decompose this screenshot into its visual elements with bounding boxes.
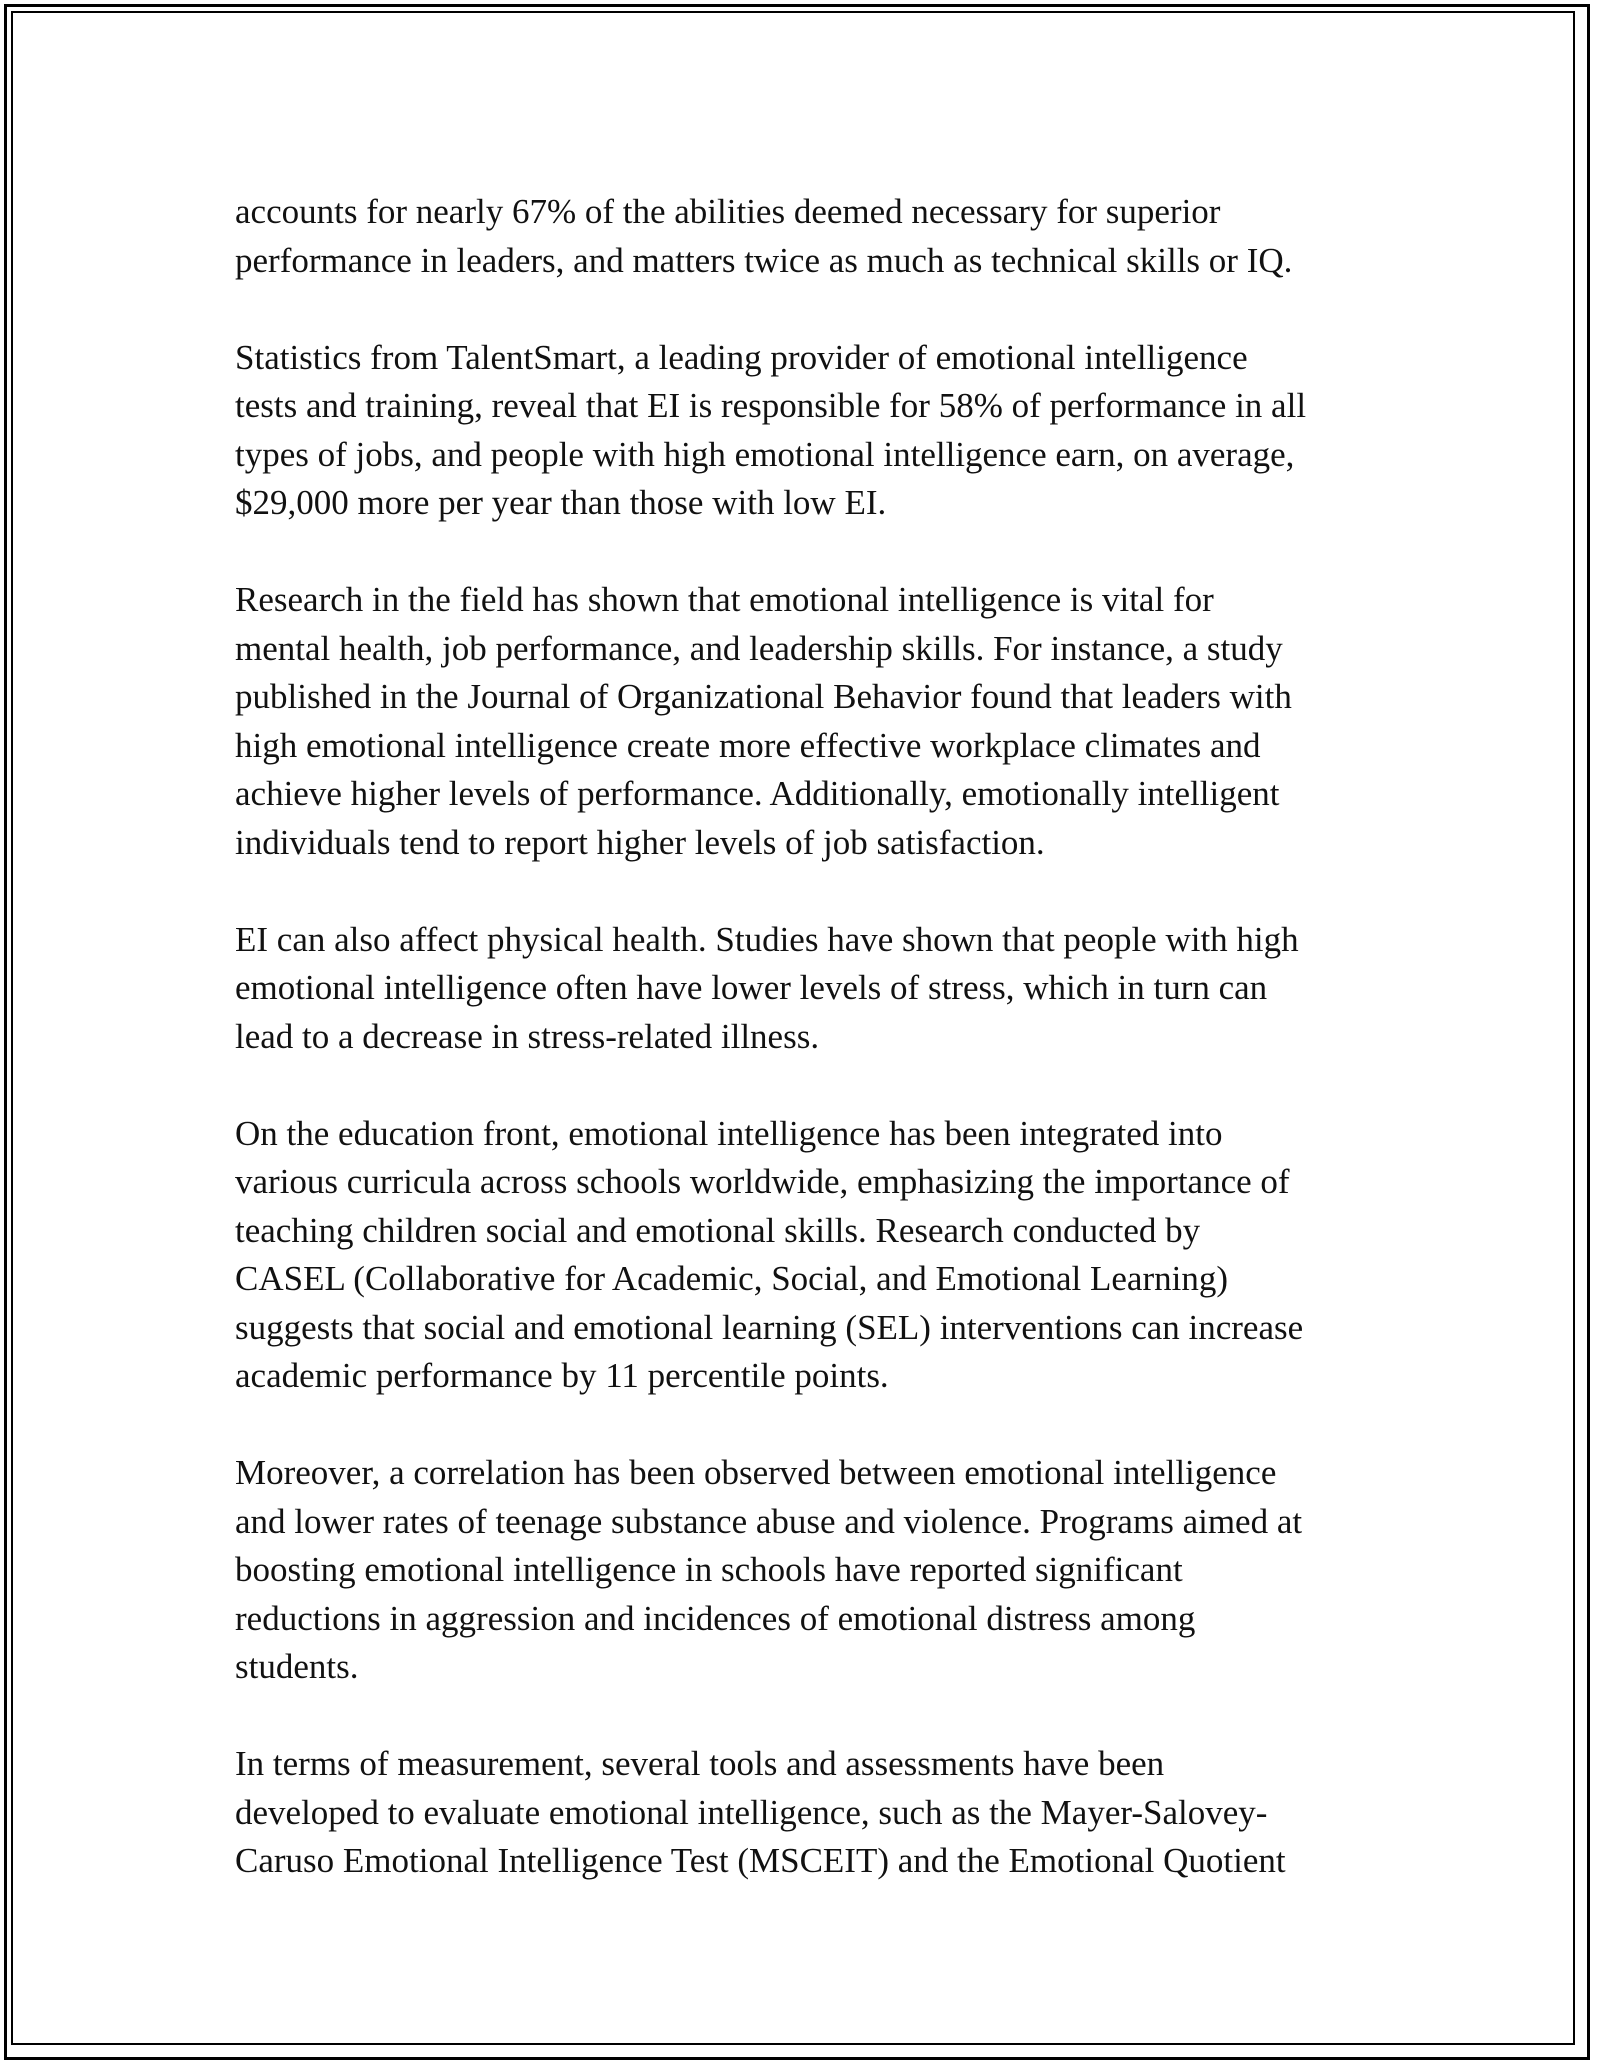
text-line: teaching children social and emotional skills. Research conducted by — [235, 1210, 1201, 1250]
paragraph-6 — [235, 1449, 1375, 1692]
text-line: individuals tend to report higher levels of job satisfaction. — [235, 822, 1045, 862]
text-line: developed to evaluate emotional intelligence, such as the Mayer-Salovey- — [235, 1792, 1268, 1832]
text-line: mental health, job performance, and leadership skills. For instance, a study — [235, 628, 1283, 668]
paragraph-5 — [235, 1110, 1375, 1401]
paragraph-2 — [235, 334, 1375, 528]
text-line: academic performance by 11 percentile points. — [235, 1356, 889, 1395]
text-line: On the education front, emotional intelligence has been integrated into — [235, 1113, 1223, 1153]
text-line: published in the Journal of Organizational Behavior found that leaders with — [235, 677, 1292, 716]
text-line: various curricula across schools worldwide, emphasizing the importance of — [235, 1162, 1290, 1201]
paragraph-7 — [235, 1740, 1375, 1886]
text-line: students. — [235, 1647, 359, 1686]
text-line: lead to a decrease in stress-related illness. — [235, 1016, 820, 1056]
text-line: accounts for nearly 67% of the abilities deemed necessary for superior — [235, 192, 1221, 231]
paragraph-3 — [235, 576, 1375, 867]
text-line: achieve higher levels of performance. Additionally, emotionally intelligent — [235, 774, 1280, 813]
text-line: boosting emotional intelligence in schools have reported significant — [235, 1550, 1183, 1589]
text-line: tests and training, reveal that EI is responsible for 58% of performance in all — [235, 386, 1307, 425]
text-line: emotional intelligence often have lower levels of stress, which in turn can — [235, 968, 1268, 1007]
text-line: suggests that social and emotional learning (SEL) interventions can increase — [235, 1307, 1304, 1347]
text-line: EI can also affect physical health. Studies have shown that people with high — [235, 919, 1299, 959]
text-line: Research in the field has shown that emotional intelligence is vital for — [235, 580, 1214, 619]
text-line: high emotional intelligence create more effective workplace climates and — [235, 725, 1261, 765]
paragraph-4 — [235, 916, 1375, 1062]
text-line: and lower rates of teenage substance abuse and violence. Programs aimed at — [235, 1501, 1303, 1541]
text-line: Moreover, a correlation has been observed between emotional intelligence — [235, 1453, 1277, 1492]
text-line: types of jobs, and people with high emotional intelligence earn, on average, — [235, 434, 1295, 474]
text-line: In terms of measurement, several tools and assessments have been — [235, 1744, 1165, 1783]
text-line: reductions in aggression and incidences of emotional distress among — [235, 1598, 1196, 1638]
text-line: Caruso Emotional Intelligence Test (MSCEIT) and the Emotional Quotient — [235, 1841, 1286, 1880]
text-line: CASEL (Collaborative for Academic, Social, and Emotional Learning) — [235, 1259, 1229, 1298]
text-line: performance in leaders, and matters twice as much as technical skills or IQ. — [235, 240, 1293, 280]
text-line: Statistics from TalentSmart, a leading provider of emotional intelligence — [235, 337, 1248, 377]
text-line: $29,000 more per year than those with low EI. — [235, 483, 887, 522]
paragraph-1 — [235, 188, 1375, 285]
document-body — [235, 188, 1375, 1886]
